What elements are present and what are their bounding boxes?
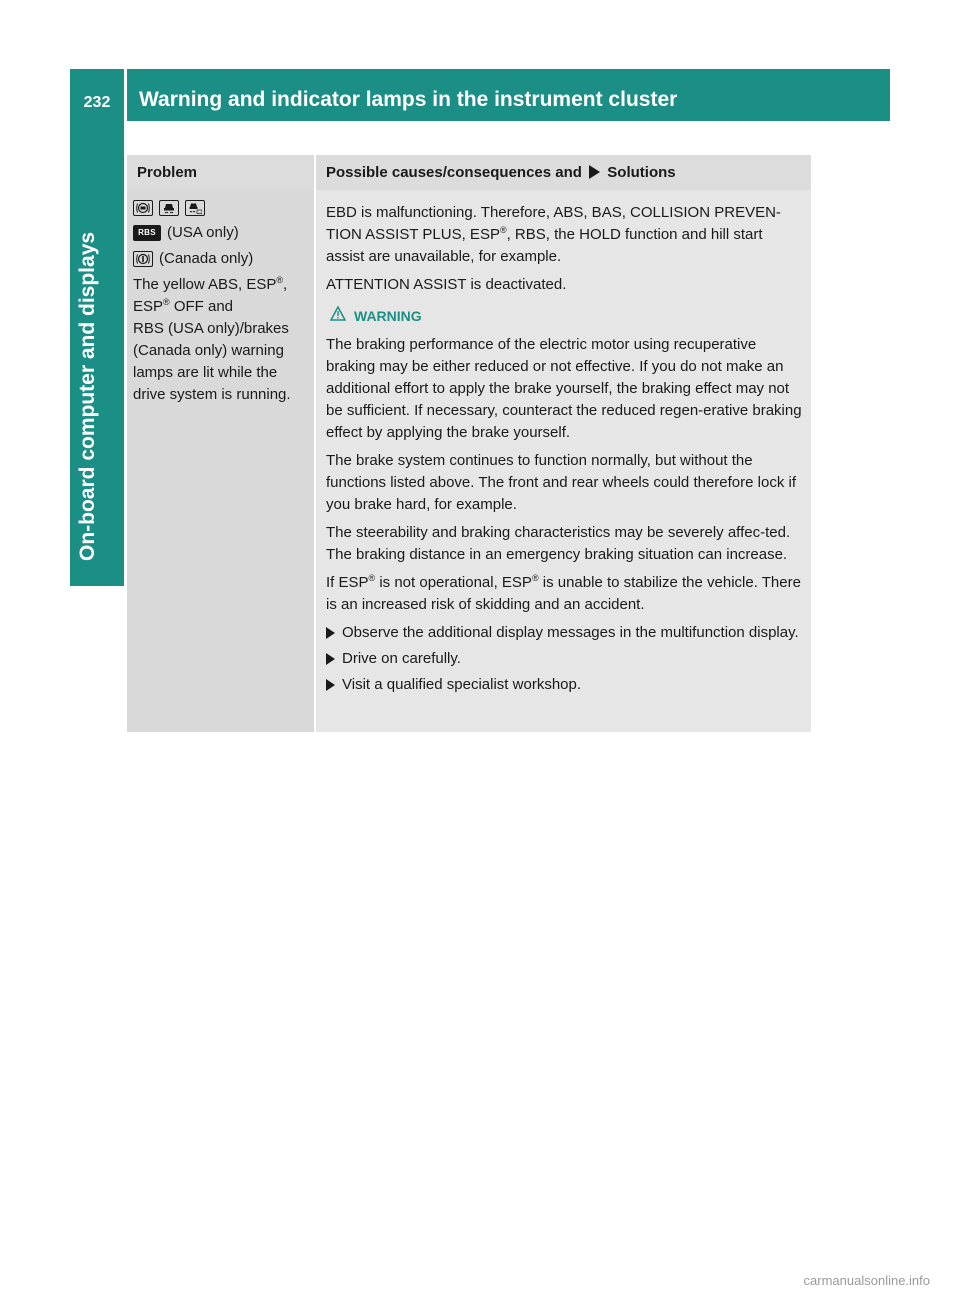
registered-mark: ® — [163, 297, 170, 307]
arrow-right-icon — [326, 648, 342, 670]
brake-system-text: The brake system continues to function normally, but without the functions listed above. The front and rear wheels could therefore lock if you brake hard, for example. — [326, 452, 796, 513]
esp-lamp-icon — [159, 200, 179, 216]
warning-lamp-icons — [133, 200, 308, 216]
attention-assist-text: ATTENTION ASSIST is deactivated. — [326, 276, 567, 293]
list-item — [326, 674, 802, 696]
registered-mark: ® — [368, 573, 376, 583]
abs-lamp-icon — [133, 200, 153, 216]
watermark: carmanualsonline.info — [803, 1273, 930, 1288]
brake-lamp-icon — [133, 251, 153, 267]
list-item — [326, 648, 802, 670]
bullet-text: Drive on carefully. — [342, 650, 461, 667]
arrow-right-icon — [589, 165, 600, 183]
bullet-text: Visit a qualified specialist workshop. — [342, 676, 582, 693]
rbs-lamp-line — [133, 222, 308, 244]
solution-text-part: is not operational, ESP — [375, 574, 532, 591]
problem-desc-part: , — [283, 276, 288, 293]
problem-desc-part: OFF and — [169, 298, 234, 315]
esp-off-lamp-icon — [185, 200, 205, 216]
brake-lamp-note: (Canada only) — [159, 250, 254, 267]
problem-solution-table — [127, 155, 811, 732]
solutions-header-text-before: Possible causes/consequences and — [326, 164, 582, 181]
list-item — [326, 622, 802, 644]
registered-mark: ® — [499, 225, 507, 235]
table-row — [127, 190, 811, 732]
problem-desc-part: RBS (USA only)/brakes (Canada only) warning lamps are lit while the drive system is running. — [133, 320, 291, 403]
problem-desc-part: The yellow ABS, ESP — [133, 276, 277, 293]
steerability-text: The steerability and braking characteristics may be severely affec-ted. The braking distance in an emergency braking situation can increase. — [326, 524, 791, 563]
section-title: Warning and indicator lamps in the instrument cluster — [139, 88, 678, 111]
ebd-malfunction-text — [326, 202, 802, 268]
solution-cell — [314, 190, 811, 732]
page-number: 232 — [83, 94, 111, 111]
problem-desc-part: ESP — [133, 298, 164, 315]
side-tab — [70, 121, 124, 586]
solution-text-part: , RBS, the HOLD function and hill start assist are unavailable, for example. — [326, 226, 763, 265]
arrow-right-icon — [326, 622, 342, 644]
bullet-text: Observe the additional display messages in the multifunction display. — [342, 624, 799, 641]
arrow-right-icon — [326, 674, 342, 696]
solution-text-part: EBD is malfunctioning. Therefore, ABS, BAS, COLLISION PREVEN-TION ASSIST PLUS, ESP — [326, 204, 781, 243]
solutions-column-header — [314, 155, 811, 190]
side-tab-title: On-board computer and displays — [76, 231, 99, 561]
warning-text: The braking performance of the electric motor using recuperative braking may be either reduced or not effective. If you do not make an additional effort to apply the brake yourself, the braking effect may not be sufficient. If necessary, counteract the reduced regen-erative braking effect by applying the brake yourself. — [326, 336, 802, 441]
problem-cell — [127, 190, 314, 732]
solutions-header-text-after: Solutions — [607, 164, 676, 181]
registered-mark: ® — [531, 573, 539, 583]
warning-heading — [330, 306, 802, 326]
rbs-lamp-icon: RBS — [133, 225, 161, 241]
warning-triangle-icon — [330, 306, 346, 326]
esp-text — [326, 572, 802, 616]
brake-lamp-line — [133, 248, 308, 270]
solution-text-part: If ESP — [326, 574, 369, 591]
warning-label: WARNING — [354, 308, 422, 324]
problem-column-header: Problem — [127, 155, 314, 190]
problem-description — [133, 274, 308, 406]
solution-text-part: is unable to stabilize the vehicle. There is an increased risk of skidding and an accident. — [326, 574, 801, 613]
table-header-row — [127, 155, 811, 190]
page-header — [70, 69, 890, 121]
rbs-lamp-note: (USA only) — [167, 224, 239, 241]
registered-mark: ® — [276, 275, 284, 285]
